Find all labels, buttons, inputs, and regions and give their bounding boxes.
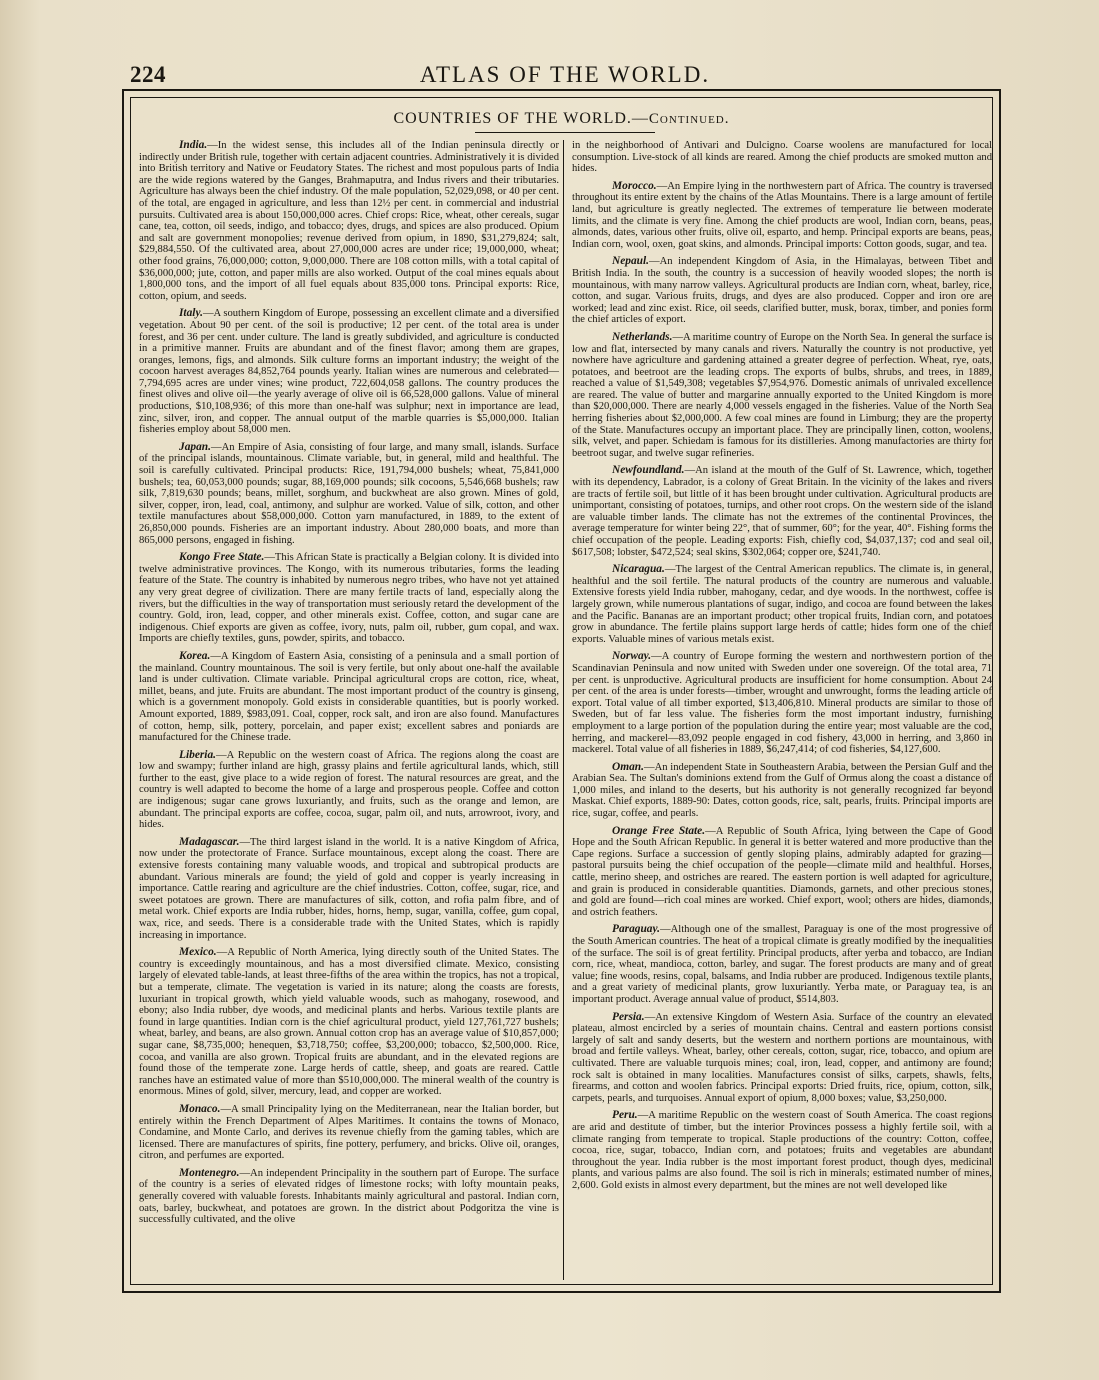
- entry-monaco: [139, 1104, 559, 1162]
- column-divider: [563, 140, 564, 1280]
- entry-text: —In the widest sense, this includes all of the Indian peninsula directly or indirectly under British rule, together with certain adjacent countries. Administratively it is divided into British territory and Native or Feudatory States. The richest and most populous parts of India are the wide regions watered by the Ganges, Brahmaputra, and Indus rivers and their tributaries. Agriculture has always been the chief industry. Of the male population, 52,029,098, or 40 per cent. of the total, are engaged in agriculture, and less than 12½ per cent. in commercial and industrial pursuits. Cultivated area is about 150,000,000 acres. Chief crops: Rice, wheat, other cereals, sugar cane, tea, cotton, oil seeds, indigo, and tobacco; dyes, drugs, and spices are also produced. Opium and salt are government monopolies; revenue derived from opium, in 1890, $31,279,824; salt, $29,884,550. Of the cultivated area, about 27,000,000 acres are under rice; 19,000,000, wheat; other food grains, 76,000,000; cotton, 9,000,000. There are 108 cotton mills, with a total capital of $36,000,000; jute, cotton, and paper mills are also worked. Output of the coal mines equals about 1,800,000 tons, and the import of all fuel equals about 835,000 tons. Principal exports: Rice, cotton, opium, and seeds.: [139, 140, 559, 302]
- entry-kongo-free-state: [139, 552, 559, 645]
- entry-text: —A country of Europe forming the western and northwestern portion of the Scandinavian Peninsula and now united with Sweden under one sovereign. Of the total area, 71 per cent. is unproductive. Agricultural products are insufficient for home consumption. About 24 per cent. of the area is under forests—timber, wrought and unwrought, forms the leading article of export. Total value of all timber exported, $13,406,810. Mineral products are similar to those of Sweden, but of far less value. The fisheries form the most important industry, furnishing employment to a large portion of the population during the entire year; most valuable are the cod, herring, and mackerel—83,092 people engaged in cod fishery, 43,000 in herring, and 3,860 in mackerel. Total value of all fisheries in 1889, $6,247,414; of cod fisheries, $4,127,600.: [572, 651, 992, 756]
- entry-name: Mexico.: [179, 946, 217, 959]
- entry-text: —An independent Principality in the southern part of Europe. The surface of the country is a series of elevated ridges of limestone rocks; with lofty mountain peaks, generally covered with valuable forests. Inhabitants mainly agricultural and pastoral. Indian corn, oats, barley, buckwheat, and potatoes are grown. In the district about Podgoritza the vine is successfully cultivated, and the olive: [139, 1167, 559, 1226]
- section-title-main: COUNTRIES OF THE WORLD.—: [393, 110, 649, 127]
- entry-persia: [572, 1012, 992, 1105]
- entry-name: Italy.: [179, 307, 203, 320]
- entry-name: Oman.: [612, 760, 644, 773]
- entry-name: Kongo Free State.: [179, 551, 265, 564]
- entry-mexico: [139, 947, 559, 1098]
- entry-name: Netherlands.: [612, 330, 673, 343]
- entry-text: —A Republic on the western coast of Africa. The regions along the coast are low and swampy; further inland are high, grassy plains and fertile agricultural lands, which, still further to the east, give place to a wide region of forest. The natural resources are great, and the country is well adapted to become the home of a large and prosperous people. Coffee and cotton are indigenous; sugar cane grows luxuriantly, and fruits, such as the orange and lemon, are abundant. The principal exports are coffee, cocoa, sugar, palm oil, and nuts, arrowroot, ivory, and hides.: [139, 749, 559, 831]
- entry-text: —Although one of the smallest, Paraguay is one of the most progressive of the South American countries. The heat of a tropical climate is greatly modified by the inequalities of the surface. The soil is of great fertility. Principal products, after yerba and tobacco, are Indian corn, rice, wheat, mandioca, cotton, barley, and sugar. The forest products are many and of great value; fine woods, resins, copal, balsams, and India rubber are produced. Indigenous textile plants, and a great variety of medicinal plants, grow luxuriantly. Yerba mate, or Paraguay tea, is an important product. Average annual value of product, $514,803.: [572, 924, 992, 1005]
- entry-name: Madagascar.: [179, 835, 240, 848]
- entry-text: —A Republic of South Africa, lying between the Cape of Good Hope and the South African Republic. In general it is better watered and more productive than the Cape regions. Surface a succession of gently sloping plains, admirably adapted for grazing—pastoral pursuits being the chief occupation of the people—climate mild and healthful. Horses, cattle, merino sheep, and ostriches are reared. The eastern portion is well adapted for agriculture, and grain is produced in considerable quantities. Diamonds, garnets, and other precious stones, and gold are found—rich coal mines are worked. Chief export, wool; others are hides, diamonds, and ostrich feathers.: [572, 825, 992, 918]
- entry-japan: [139, 442, 559, 546]
- entry-oman: [572, 762, 992, 820]
- entry-text: —A Kingdom of Eastern Asia, consisting of a peninsula and a small portion of the mainland. Country mountainous. The soil is very fertile, but only about one-half the available land is under cultivation. Climate variable. Principal agricultural crops are cotton, rice, wheat, millet, beans, and jute. Fruits are abundant. The most important product of the country is ginseng, which is a government monopoly. Gold exists in considerable quantities, but is poorly worked. Amount exported, 1889, $983,091. Coal, copper, rock salt, and iron are also found. Manufactures of cotton, hemp, silk, pottery, porcelain, and paper exist; excellent sabres and poniards are manufactured for the Chinese trade.: [139, 650, 559, 744]
- entry-name: Peru.: [612, 1109, 638, 1122]
- entry-netherlands: [572, 332, 992, 460]
- entry-text: —An independent Kingdom of Asia, in the Himalayas, between Tibet and British India. In the south, the country is a succession of heavily wooded slopes; the north is mountainous, with many narrow valleys. Agricultural products are Indian corn, wheat, barley, rice, cotton, and sugar. Various fruits, drugs, and dyes are also produced. Copper and iron ore are worked; lead and zinc exist. Rice, oil seeds, clarified butter, musk, borax, timber, and ponies form the chief articles of export.: [572, 256, 992, 326]
- right-column: [572, 140, 992, 1280]
- entry-india: [139, 140, 559, 302]
- entry-name: Monaco.: [179, 1102, 221, 1115]
- section-title: [131, 110, 992, 128]
- entry-text: —A Republic of North America, lying directly south of the United States. The country is exceedingly mountainous, and has a most diversified climate. Mexico, consisting largely of elevated table-lands, at least three-fifths of the area within the tropics, has not a tropical, but a temperate, climate. The vegetation is varied in its nature; along the coasts are forests, luxuriant in tropical growth, which yield valuable woods, such as mahogany, rosewood, and ebony; also India rubber, dye woods, and medicinal plants and herbs. Various textile plants are found in large quantities. Indian corn is the chief agricultural product, yield 127,761,727 bushels; wheat, barley, and beans, are also grown. Annual cotton crop has an average value of $10,857,000; sugar cane, $8,735,000; henequen, $3,718,750; coffee, $3,200,000; tobacco, $2,500,000. Rice, cocoa, and vanilla are also grown. Tropical fruits are abundant, and in the elevated regions are found those of the temperate zone. Large herds of cattle, sheep, and goats are reared. Cattle ranches have an estimated value of more than $510,000,000. The mineral wealth of the country is enormous. Mines of gold, silver, mercury, lead, and copper are worked.: [139, 947, 559, 1098]
- entry-text: —The largest of the Central American republics. The climate is, in general, healthful and the soil fertile. The natural products of the country are numerous and valuable. Extensive forests yield India rubber, mahogany, cedar, and dye woods. In the northwest, coffee is largely grown, while numerous plantations of sugar, indigo, and cocoa are found between the lakes and the Pacific. Bananas are an important product; other tropical fruits, Indian corn, and potatoes grow in abundance. The fertile plains support large herds of cattle; hides form one of the chief exports. Valuable mines of various metals exist.: [572, 564, 992, 645]
- entry-name: Montenegro.: [179, 1166, 240, 1179]
- entry-name: Paraguay.: [612, 923, 660, 936]
- entry-italy: [139, 308, 559, 436]
- entry-nepaul: [572, 256, 992, 326]
- entry-name: Morocco.: [612, 179, 657, 192]
- entry-text: —This African State is practically a Belgian colony. It is divided into twelve administrative provinces. The Kongo, with its numerous tributaries, forms the leading feature of the State. The country is inhabited by numerous negro tribes, who have not yet attained any very great degree of civilization. There are many fertile tracts of land, especially along the rivers, but the difficulties in the way of transportation must seriously retard the development of the country. Gold, iron, lead, copper, and other minerals exist. Coffee, cotton, and sugar cane are indigenous. Chief exports are given as coffee, ivory, nuts, palm oil, rubber, gum copal, and wax. Imports are chiefly textiles, guns, powder, spirits, and tobacco.: [139, 552, 559, 645]
- left-column: [139, 140, 559, 1280]
- entry-continued: [572, 140, 992, 175]
- entry-morocco: [572, 181, 992, 251]
- entry-newfoundland: [572, 465, 992, 558]
- entry-liberia: [139, 750, 559, 831]
- entry-name: Japan.: [179, 440, 211, 453]
- entry-text: —A maritime Republic on the western coast of South America. The coast regions are arid and destitute of timber, but the interior Provinces possess a highly fertile soil, with a climate ranging from temperate to tropical. Staple productions of the country: Cotton, coffee, cocoa, rice, sugar, tobacco, Indian corn, and potatoes; fruits and vegetables are abundant throughout the year. India rubber is the most important forest product, though dyes, medicinal plants, and various palms are also found. The soil is rich in minerals; estimated number of mines, 2,600. Gold exists in almost every department, but the mines are not well developed like: [572, 1110, 992, 1191]
- entry-madagascar: [139, 837, 559, 941]
- entry-montenegro: [139, 1168, 559, 1226]
- entry-korea: [139, 651, 559, 744]
- section-title-continued: Continued.: [648, 111, 730, 127]
- entry-name: Persia.: [612, 1010, 645, 1023]
- entry-text: —An independent State in Southeastern Arabia, between the Persian Gulf and the Arabian Sea. The Sultan's dominions extend from the Gulf of Ormus along the coast a distance of 1,000 miles, and inland to the deserts, but his authority is not generally recognized far beyond Maskat. Chief exports, 1889-90: Dates, cotton goods, rice, salt, pearls, fruits. Principal imports are rice, sugar, coffee, and pearls.: [572, 761, 992, 820]
- entry-peru: [572, 1110, 992, 1191]
- entry-text: in the neighborhood of Antivari and Dulcigno. Coarse woolens are manufactured for local consumption. Live-stock of all kinds are reared. Among the chief products are smoked mutton and hides.: [572, 140, 992, 175]
- entry-norway: [572, 651, 992, 755]
- entry-text: —An Empire of Asia, consisting of four large, and many small, islands. Surface of the principal islands, mountainous. Climate variable, but, in general, mild and healthful. The soil is carefully cultivated. Principal products: Rice, 191,794,000 bushels; wheat, 75,841,000 bushels; tea, 60,053,000 pounds; sugar, 88,169,000 pounds; silk cocoons, 5,546,668 bushels; raw silk, 7,819,630 pounds; beans, millet, sorghum, and buckwheat are also grown. Mines of gold, silver, copper, iron, lead, coal, antimony, and sulphur are worked. Value of silk, cotton, and other textile manufactures about $58,000,000. Cotton yarn manufactured, in 1889, to the extent of 26,850,000 pounds. Fisheries are an important industry. About 280,000 boats, and more than 865,000 persons, engaged in fishing.: [139, 441, 559, 546]
- entry-text: —A southern Kingdom of Europe, possessing an excellent climate and a diversified vegetation. About 90 per cent. of the soil is productive; 12 per cent. of the total area is under forest, and 36 per cent. under culture. The land is greatly subdivided, and agriculture is conducted in a primitive manner. Fruits are abundant and of the finest flavor; among them are grapes, oranges, lemons, figs, and almonds. Silk culture forms an important industry; the weight of the cocoon harvest averages 84,852,764 pounds yearly. Italian wines are numerous and celebrated—7,794,695 acres are under vines; wine product, 722,604,058 gallons. The country produces the finest olives and olive oil—the yearly average of olive oil is 66,528,000 gallons. Value of mineral productions, $10,108,936; of this more than one-half was sulphur; next in importance are lead, zinc, silver, iron, and copper. The annual output of the marble quarries is $5,000,000. Italian fisheries employ about 58,000 men.: [139, 308, 559, 436]
- entry-nicaragua: [572, 564, 992, 645]
- entry-name: Newfoundland.: [612, 464, 685, 477]
- entry-paraguay: [572, 924, 992, 1005]
- title-rule: [475, 132, 655, 133]
- entry-text: —An extensive Kingdom of Western Asia. Surface of the country an elevated plateau, almost encircled by a series of mountain chains. Central and eastern portions consist largely of salt and sandy deserts, but the western and northern portions are mountainous, with broad and fertile valleys. Wheat, barley, other cereals, cotton, sugar, rice, tobacco, and opium are cultivated. There are valuable turquois mines; coal, iron, lead, copper, and antimony are found; rock salt is obtained in many localities. Manufactures consist of silks, carpets, shawls, felts, firearms, and cotton and woolen fabrics. Principal exports: Dried fruits, rice, opium, cotton, silk, carpets, pearls, and turquoises. Annual export of opium, 8,000 boxes; value, $3,250,000.: [572, 1011, 992, 1104]
- page-frame: [122, 89, 1001, 1293]
- entry-text: —An Empire lying in the northwestern part of Africa. The country is traversed throughout its entire extent by the chains of the Atlas Mountains. There is a large amount of fertile land, but agriculture is greatly neglected. The extremes of temperature lie between moderate limits, and the climate is very fine. Among the chief products are wool, Indian corn, beans, peas, almonds, dates, various other fruits, olive oil, esparto, and hemp. Principal exports are beans, peas, Indian corn, wool, oxen, goat skins, and almonds. Principal imports: Cotton goods, sugar, and tea.: [572, 180, 992, 250]
- entry-name: Liberia.: [179, 748, 217, 761]
- entry-text: —A small Principality lying on the Mediterranean, near the Italian border, but entirely within the French Department of Alpes Maritimes. It contains the towns of Monaco, Condamine, and Monte Carlo, and derives its revenue chiefly from the gaming tables, which are licensed. There are manufactures of spirits, fine pottery, perfumery, and bricks. Olive oil, oranges, citron, and perfumes are exported.: [139, 1103, 559, 1162]
- entry-orange-free-state: [572, 826, 992, 919]
- entry-name: Nepaul.: [612, 255, 650, 268]
- entry-name: Korea.: [179, 649, 211, 662]
- entry-name: Norway.: [612, 650, 652, 663]
- entry-name: Orange Free State.: [612, 824, 706, 837]
- entry-text: —An island at the mouth of the Gulf of St. Lawrence, which, together with its dependency, Labrador, is a colony of Great Britain. In the vicinity of the lakes and rivers are tracts of fertile soil, but little of it has been brought under cultivation. Agricultural products are unimportant, consisting of potatoes, turnips, and other root crops. On the western side of the island are valuable timber lands. The climate has not the extremes of the continental Provinces, the average temperature for winter being 22°, that of summer, 60°; for the year, 40°. Fishing forms the chief occupation of the people. Leading exports: Fish, chiefly cod, $4,037,137; cod and seal oil, $617,508; lobster, $472,524; seal skins, $302,064; copper ore, $241,740.: [572, 465, 992, 558]
- entry-text: —A maritime country of Europe on the North Sea. In general the surface is low and flat, intersected by many canals and rivers. Naturally the country is not productive, yet nowhere have agriculture and gardening attained a greater degree of perfection. Wheat, rye, oats, potatoes, and beetroot are the leading crops. The exports of bulbs, shrubs, and trees, in 1889, reached a value of $1,549,308; vegetables $7,954,976. Domestic animals of unrivaled excellence are reared. The value of butter and margarine annually exported to the United Kingdom is more than $20,000,000. There are nearly 4,000 vessels engaged in the fisheries. Value of the North Sea herring fisheries about $2,000,000. A few coal mines are found in Limburg; they are the property of the State. Manufactures occupy an important place. They are principally linen, cotton, woolens, silk, velvet, and paper. Schiedam is famous for its distilleries. Among manufactories are thirty for beetroot sugar, and twelve sugar refineries.: [572, 331, 992, 459]
- page-frame-inner: [130, 97, 993, 1285]
- page-header: [130, 58, 1000, 92]
- page-number: 224: [130, 62, 166, 87]
- entry-name: Nicaragua.: [612, 563, 665, 576]
- entry-text: —The third largest island in the world. It is a native Kingdom of Africa, now under the protectorate of France. Surface mountainous, except along the coast. There are extensive forests containing many valuable woods, and tropical and subtropical products are abundant. Various minerals are found; the yield of gold and copper is yearly increasing in importance. Cattle rearing and agriculture are the chief industries. Cotton, coffee, sugar, rice, and sweet potatoes are grown. There are manufactures of silk, cotton, and rofia palm fibre, and of metal work. Chief exports are India rubber, hides, horns, hemp, sugar, vanilla, coffee, gum copal, wax, rice, and seeds. There is a considerable trade with the United States, which is rapidly increasing in importance.: [139, 836, 559, 941]
- running-title: ATLAS OF THE WORLD.: [419, 62, 711, 87]
- entry-name: India.: [179, 140, 208, 151]
